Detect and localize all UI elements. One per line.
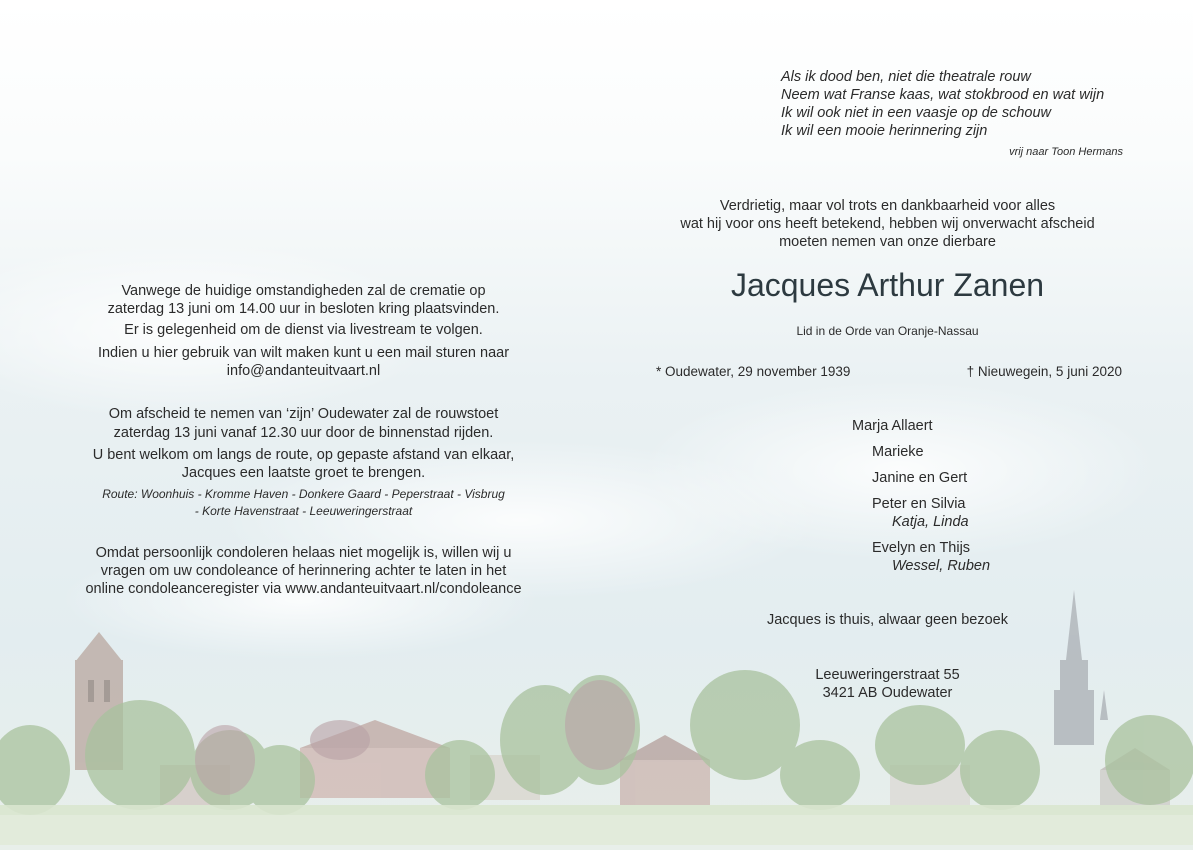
livestream-text: Er is gelegenheid om de dienst via livestream te volgen. xyxy=(124,322,483,338)
route-line-2: - Korte Havenstraat - Leeuweringerstraat xyxy=(194,504,413,518)
route-invite-line-2: Jacques een laatste groet te brengen. xyxy=(181,465,426,481)
family-child-2: Janine en Gert xyxy=(872,470,968,486)
condolence-line-2: vragen om uw condoleance of herinnering achter te laten in het xyxy=(100,563,507,579)
cremation-line-2: zaterdag 13 juni om 14.00 uur in besloten kring plaatsvinden. xyxy=(107,301,500,317)
procession-line-1: Om afscheid te nemen van ‘zijn’ Oudewater zal de rouwstoet xyxy=(108,406,499,422)
poem-attribution: vrij naar Toon Hermans xyxy=(1009,146,1123,158)
birth-info: * Oudewater, 29 november 1939 xyxy=(656,364,851,379)
family-partner: Marja Allaert xyxy=(852,418,933,434)
mail-line-1: Indien u hier gebruik van wilt maken kunt u een mail sturen naar xyxy=(97,345,510,361)
route-line-1: Route: Woonhuis - Kromme Haven - Donkere Gaard - Peperstraat - Visbrug xyxy=(102,487,505,501)
home-note: Jacques is thuis, alwaar geen bezoek xyxy=(766,612,1008,628)
intro-line-1: Verdrietig, maar vol trots en dankbaarheid voor alles xyxy=(719,198,1056,214)
family-child-1: Marieke xyxy=(872,444,924,460)
condolence-line-3: online condoleanceregister via www.andanteuitvaart.nl/condoleance xyxy=(85,581,522,597)
address-city: 3421 AB Oudewater xyxy=(822,685,953,701)
poem-line-4: Ik wil een mooie herinnering zijn xyxy=(781,123,988,139)
route-invite-line-1: U bent welkom om langs de route, op gepaste afstand van elkaar, xyxy=(92,447,515,463)
poem-line-1: Als ik dood ben, niet die theatrale rouw xyxy=(781,69,1031,85)
cremation-line-1: Vanwege de huidige omstandigheden zal de crematie op xyxy=(121,283,486,299)
honor-text: Lid in de Orde van Oranje-Nassau xyxy=(796,324,979,338)
mail-address: info@andanteuitvaart.nl xyxy=(226,363,381,379)
procession-line-2: zaterdag 13 juni vanaf 12.30 uur door de binnenstad rijden. xyxy=(113,425,494,441)
condolence-line-1: Omdat persoonlijk condoleren helaas niet mogelijk is, willen wij u xyxy=(95,545,512,561)
address-street: Leeuweringerstraat 55 xyxy=(815,667,960,683)
poem-line-2: Neem wat Franse kaas, wat stokbrood en wat wijn xyxy=(781,87,1105,103)
family-grandchildren-4: Wessel, Ruben xyxy=(892,558,991,574)
poem-line-3: Ik wil ook niet in een vaasje op de schouw xyxy=(781,105,1052,121)
intro-line-2: wat hij voor ons heeft betekend, hebben wij onverwacht afscheid xyxy=(680,216,1095,232)
intro-line-3: moeten nemen van onze dierbare xyxy=(779,234,996,250)
deceased-name: Jacques Arthur Zanen xyxy=(730,267,1045,303)
death-info: † Nieuwegein, 5 juni 2020 xyxy=(966,364,1122,379)
family-grandchildren-3: Katja, Linda xyxy=(892,514,969,530)
family-child-3: Peter en Silvia xyxy=(872,496,966,512)
family-child-4: Evelyn en Thijs xyxy=(872,540,971,556)
